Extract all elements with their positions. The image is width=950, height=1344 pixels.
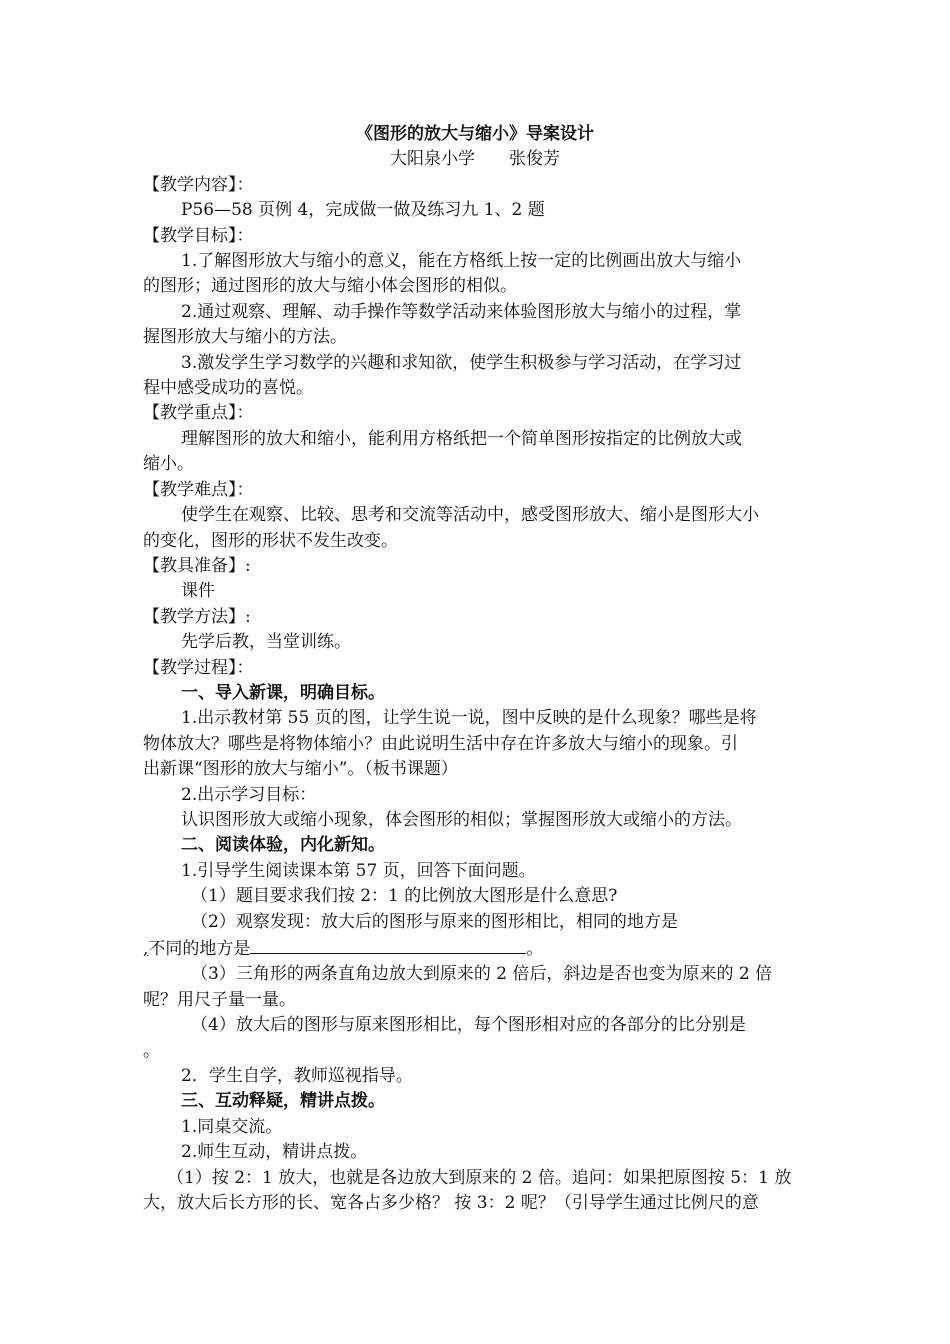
question-1: （1）题目要求我们按 2：1 的比例放大图形是什么意思?: [191, 886, 618, 907]
tools-heading: 【教具准备】:: [143, 555, 251, 576]
step-3-para-2: 2.师生互动，精讲点拨。: [181, 1142, 368, 1163]
question-2a: （2）观察发现：放大后的图形与原来的图形相比，相同的地方是: [191, 911, 678, 932]
blank-label: 不同的地方是: [148, 939, 251, 959]
question-3a: （3）三角形的两条直角边放大到原来的 2 倍后，斜边是否也变为原来的 2 倍: [191, 964, 773, 985]
difficulty-heading: 【教学难点】：: [143, 479, 254, 500]
goal-2a: 2.通过观察、理解、动手操作等数学活动来体验图形放大与缩小的过程，掌: [181, 301, 742, 322]
goal-2b: 握图形放大与缩小的方法。: [143, 327, 347, 348]
difficulty-text-b: 的变化，图形的形状不发生改变。: [143, 530, 398, 551]
question-3b: 呢？用尺子量一量。: [143, 989, 296, 1010]
step-3-para-1: 1.同桌交流。: [181, 1116, 283, 1137]
question-4a: （4）放大后的图形与原来图形相比，每个图形相对应的各部分的比分别是: [191, 1015, 746, 1036]
step-2-para-1: 1.引导学生阅读课本第 57 页，回答下面问题。: [181, 860, 536, 881]
goals-heading: 【教学目标】：: [143, 225, 254, 246]
step-1-para-1a: 1.出示教材第 55 页的图，让学生说一说，图中反映的是什么现象？哪些是将: [181, 708, 757, 729]
content-text: P56—58 页例 4，完成做一做及练习九 1、2 题: [181, 200, 545, 221]
key-text-b: 缩小。: [143, 454, 194, 475]
goal-1a: 1.了解图形放大与缩小的意义，能在方格纸上按一定的比例画出放大与缩小: [181, 251, 742, 272]
step-3-para-3a: （1）按 2：1 放大，也就是各边放大到原来的 2 倍。追问：如果把原图按 5：1 放: [167, 1167, 792, 1188]
step-3-heading: 三、互动释疑，精讲点拨。: [181, 1091, 385, 1112]
step-1-para-2: 2.出示学习目标：: [181, 784, 317, 805]
goal-3a: 3.激发学生学习数学的兴趣和求知欲，使学生积极参与学习活动，在学习过: [181, 352, 742, 373]
method-heading: 【教学方法】:: [143, 606, 251, 627]
tools-text: 课件: [181, 581, 215, 602]
step-2-heading: 二、阅读体验，内化新知。: [181, 835, 385, 856]
step-1-heading: 一、导入新课，明确目标。: [181, 682, 385, 703]
process-heading: 【教学过程】：: [143, 657, 254, 678]
step-1-para-1b: 物体放大？哪些是将物体缩小？由此说明生活中存在许多放大与缩小的现象。引: [143, 733, 738, 754]
goal-1b: 的图形；通过图形的放大与缩小体会图形的相似。: [143, 276, 517, 297]
blank-end: 。: [526, 939, 544, 959]
step-3-para-3b: 大，放大后长方形的长、宽各占多少格？ 按 3：2 呢？（引导学生通过比例尺的意: [143, 1193, 759, 1214]
author-name: 张俊芳: [509, 149, 560, 170]
goal-3b: 程中感受成功的喜悦。: [143, 378, 313, 399]
question-4b: 。: [143, 1040, 160, 1061]
difficulty-text-a: 使学生在观察、比较、思考和交流等活动中，感受图形放大、缩小是图形大小: [181, 505, 759, 526]
key-heading: 【教学重点】：: [143, 403, 254, 424]
method-text: 先学后教，当堂训练。: [181, 632, 351, 653]
key-text-a: 理解图形的放大和缩小，能利用方格纸把一个简单图形按指定的比例放大或: [181, 428, 742, 449]
content-heading: 【教学内容】：: [143, 174, 254, 195]
document-page: [143, 122, 807, 1216]
author-line: [143, 147, 807, 172]
blank-comma: ,: [143, 939, 149, 959]
step-2-para-2: 2．学生自学，教师巡视指导。: [181, 1066, 413, 1087]
school-name: 大阳泉小学: [390, 149, 475, 170]
fill-blank-line: [250, 935, 526, 954]
document-title: 《图形的放大与缩小》导案设计: [356, 124, 594, 144]
question-2b: [143, 935, 807, 962]
step-1-para-3: 认识图形放大或缩小现象，体会图形的相似；掌握图形放大或缩小的方法。: [181, 809, 742, 830]
step-1-para-1c: 出新课“图形的放大与缩小”。（板书课题）: [143, 759, 458, 780]
